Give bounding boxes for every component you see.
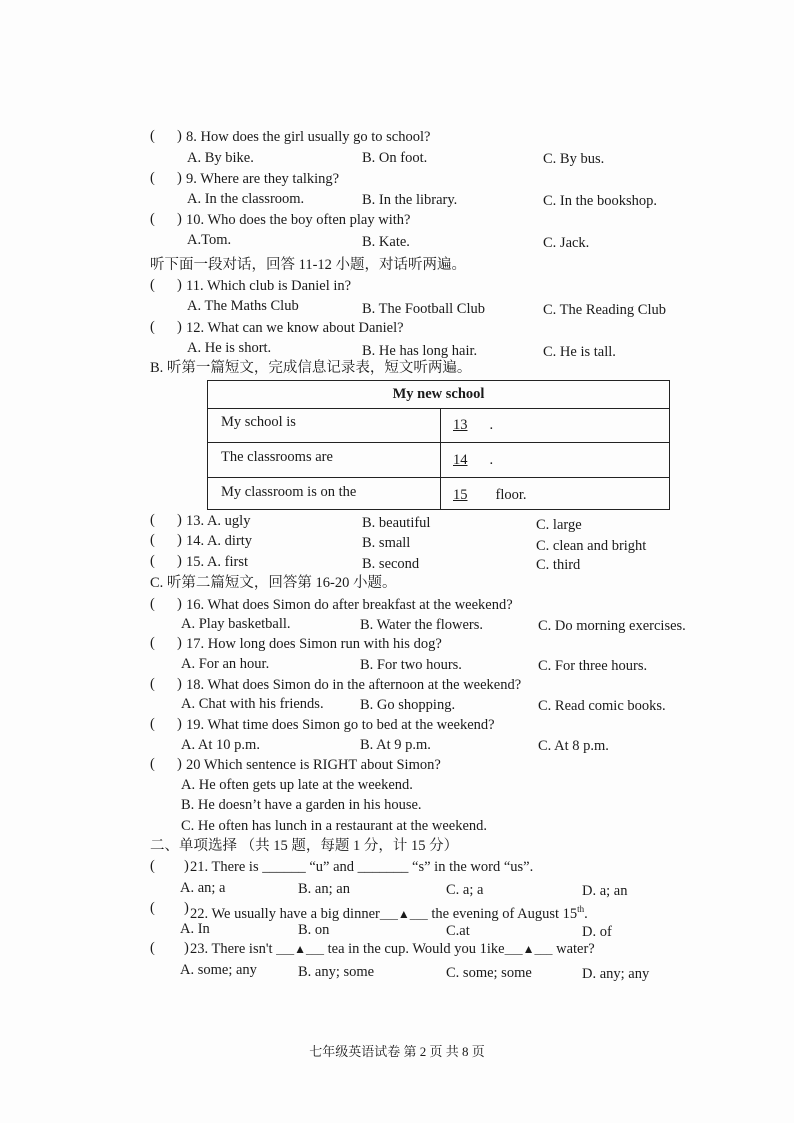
answer-bracket-close: ) [177, 512, 182, 528]
option-a: A. In the classroom. [187, 191, 305, 207]
table-title: My new school [208, 381, 669, 409]
option-a: A. At 10 p.m. [181, 737, 260, 753]
row-label: My school is [221, 414, 296, 430]
answer-bracket-open: ( [150, 170, 155, 186]
option-a: A.Tom. [187, 232, 232, 248]
question-stem [190, 900, 588, 923]
option-a: 14. A. dirty [186, 533, 253, 549]
option-c: C. Jack. [543, 235, 590, 251]
info-table [207, 380, 670, 510]
answer-bracket-close: ) [184, 858, 189, 874]
table-row [208, 408, 669, 443]
option-b: B. small [362, 535, 411, 551]
option-c: C.at [446, 923, 470, 939]
answer-bracket-close: ) [177, 170, 182, 186]
answer-bracket-close: ) [177, 596, 182, 612]
option-c: C. In the bookshop. [543, 193, 657, 209]
blank-suffix: . [489, 452, 494, 468]
option-c: C. clean and bright [536, 538, 647, 554]
option-c: C. At 8 p.m. [538, 738, 609, 754]
option-c: C. a; a [446, 882, 484, 898]
answer-bracket-close: ) [184, 940, 189, 956]
stem-part: water? [556, 941, 595, 957]
option-b: B. The Football Club [362, 301, 485, 317]
answer-bracket-open: ( [150, 532, 155, 548]
page-footer: 七年级英语试卷 第 2 页 共 8 页 [309, 1044, 485, 1059]
option-d: D. of [582, 924, 612, 940]
section-b-instruction: B. 听第一篇短文，完成信息记录表，短文听两遍。 [150, 360, 472, 376]
answer-bracket-open: ( [150, 676, 155, 692]
option-a: A. By bike. [187, 150, 254, 166]
answer-blank: ___▲___ [379, 906, 428, 921]
answer-bracket-close: ) [177, 211, 182, 227]
question-stem: 11. Which club is Daniel in? [186, 278, 352, 294]
option-c: C. The Reading Club [543, 302, 666, 318]
stem-part: “u” and [309, 859, 355, 875]
option-b: B. On foot. [362, 150, 428, 166]
stem-part: . [584, 905, 588, 922]
stem-part: tea in the cup. Would you 1ike [327, 941, 505, 957]
option-c: C. Read comic books. [538, 698, 666, 714]
option-d: D. a; an [582, 883, 628, 899]
question-stem: 9. Where are they talking? [186, 171, 340, 187]
ordinal-suffix: th [577, 904, 585, 914]
row-answer [453, 452, 493, 469]
answer-bracket-close: ) [177, 676, 182, 692]
option-b: B. an; an [298, 881, 350, 897]
option-a: 15. A. first [186, 554, 249, 570]
answer-blank: ___▲___ [276, 942, 324, 956]
answer-bracket-open: ( [150, 716, 155, 732]
option-a: A. Chat with his friends. [181, 696, 324, 712]
answer-bracket-close: ) [177, 277, 182, 293]
answer-blank: ______ [262, 859, 306, 875]
option-c: C. large [536, 517, 582, 533]
answer-blank: _______ [357, 859, 409, 875]
stem-part: 22. We usually have a big dinner [190, 905, 380, 922]
instruction-11-12: 听下面一段对话，回答 11-12 小题，对话听两遍。 [150, 257, 467, 273]
answer-bracket-close: ) [177, 756, 182, 772]
option-c: C. For three hours. [538, 658, 648, 674]
stem-part: “s” in the word “us”. [412, 859, 534, 875]
option-a: A. an; a [180, 880, 226, 896]
answer-bracket-close: ) [184, 900, 189, 916]
question-stem: 17. How long does Simon run with his dog? [186, 636, 442, 652]
answer-bracket-open: ( [150, 277, 155, 293]
question-stem: 10. Who does the boy often play with? [186, 212, 411, 228]
answer-bracket-open: ( [150, 596, 155, 612]
stem-part: 21. There is [190, 859, 259, 875]
option-b: B. In the library. [362, 192, 458, 208]
option-a: A. The Maths Club [187, 298, 299, 314]
answer-bracket-close: ) [177, 128, 182, 144]
blank-suffix: . [489, 417, 494, 433]
option-c: C. By bus. [543, 151, 605, 167]
answer-bracket-open: ( [150, 756, 155, 772]
option-b: B. For two hours. [360, 657, 462, 673]
answer-bracket-open: ( [150, 900, 155, 916]
option-a: A. He is short. [187, 340, 272, 356]
answer-bracket-close: ) [177, 319, 182, 335]
option-c: C. He often has lunch in a restaurant at the weekend. [181, 818, 488, 834]
question-stem [190, 858, 533, 876]
stem-part: 23. There isn't [190, 941, 273, 957]
answer-blank-13: 13 [453, 417, 468, 433]
blank-suffix: floor. [495, 487, 527, 503]
table-row [208, 443, 669, 478]
answer-blank-14: 14 [453, 452, 468, 468]
part-2-title: 二、单项选择 （共 15 题，每题 1 分，计 15 分） [150, 838, 459, 854]
answer-bracket-open: ( [150, 940, 155, 956]
stem-part: the evening of August 15 [431, 905, 578, 922]
answer-blank-15: 15 [453, 487, 468, 503]
option-c: C. He is tall. [543, 344, 616, 360]
option-b: B. Kate. [362, 234, 410, 250]
option-a: A. For an hour. [181, 656, 270, 672]
option-a: A. He often gets up late at the weekend. [181, 777, 413, 793]
option-a: A. Play basketball. [181, 616, 291, 632]
question-stem: 18. What does Simon do in the afternoon at the weekend? [186, 677, 522, 693]
table-row [208, 478, 669, 512]
option-a: 13. A. ugly [186, 513, 251, 529]
question-stem [190, 940, 595, 958]
row-answer [453, 487, 527, 504]
question-stem: 19. What time does Simon go to bed at the weekend? [186, 717, 495, 733]
option-a: A. In [180, 921, 210, 937]
question-stem: 16. What does Simon do after breakfast at the weekend? [186, 597, 513, 613]
option-b: B. beautiful [362, 515, 431, 531]
option-b: B. He has long hair. [362, 343, 478, 359]
row-answer [453, 417, 493, 434]
option-a: A. some; any [180, 962, 257, 978]
option-b: B. Water the flowers. [360, 617, 483, 633]
answer-bracket-open: ( [150, 553, 155, 569]
section-c-instruction: C. 听第二篇短文，回答第 16-20 小题。 [150, 575, 397, 591]
option-b: B. Go shopping. [360, 697, 456, 713]
option-b: B. At 9 p.m. [360, 737, 431, 753]
answer-bracket-open: ( [150, 635, 155, 651]
answer-bracket-open: ( [150, 211, 155, 227]
option-c: C. some; some [446, 965, 532, 981]
question-stem: 8. How does the girl usually go to school? [186, 129, 431, 145]
answer-bracket-close: ) [177, 635, 182, 651]
option-b: B. He doesn’t have a garden in his house. [181, 797, 422, 813]
row-label: The classrooms are [221, 449, 333, 465]
answer-bracket-close: ) [177, 716, 182, 732]
option-c: C. Do morning exercises. [538, 618, 686, 634]
option-b: B. any; some [298, 964, 375, 980]
answer-bracket-close: ) [177, 553, 182, 569]
answer-bracket-open: ( [150, 128, 155, 144]
option-d: D. any; any [582, 966, 650, 982]
answer-bracket-close: ) [177, 532, 182, 548]
answer-bracket-open: ( [150, 858, 155, 874]
option-c: C. third [536, 557, 581, 573]
question-stem: 12. What can we know about Daniel? [186, 320, 404, 336]
answer-bracket-open: ( [150, 512, 155, 528]
option-b: B. second [362, 556, 420, 572]
row-label: My classroom is on the [221, 484, 357, 500]
answer-bracket-open: ( [150, 319, 155, 335]
answer-blank: ___▲___ [504, 942, 553, 956]
question-stem: 20 Which sentence is RIGHT about Simon? [186, 757, 441, 773]
option-b: B. on [298, 922, 330, 938]
